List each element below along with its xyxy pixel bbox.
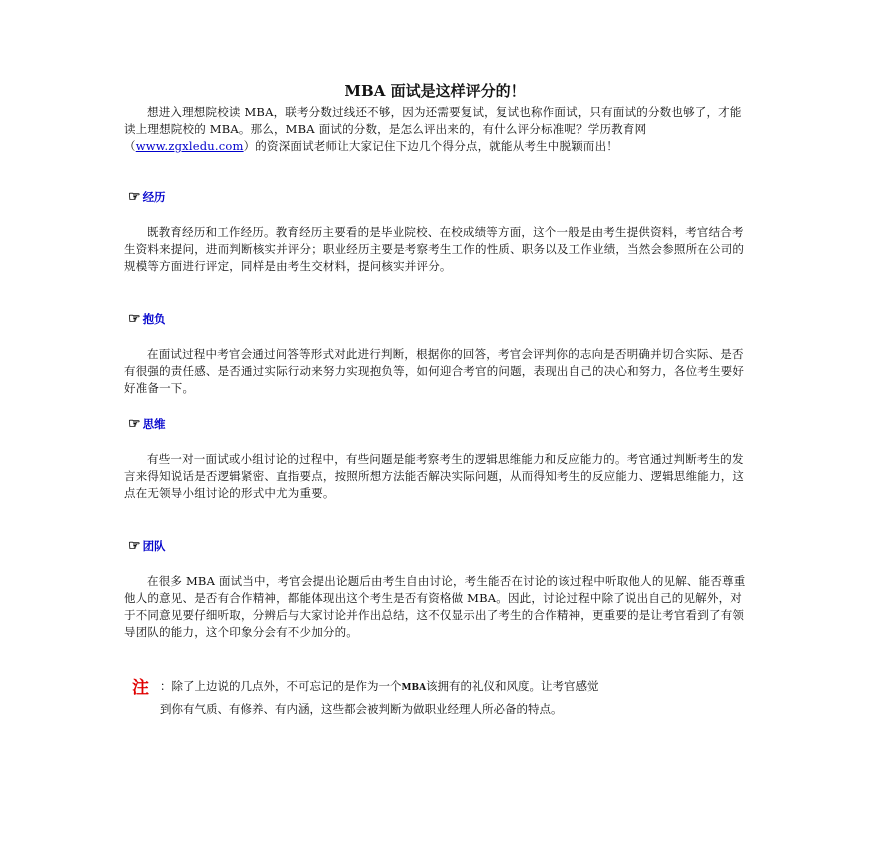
note-text-line2: 到你有气质、有修养、有内涵，这些都会被判断为做职业经理人所必备的特点。 xyxy=(160,702,563,716)
intro-paragraph xyxy=(124,104,746,155)
heading-label: 团队 xyxy=(142,539,166,553)
section-heading-experience xyxy=(128,189,166,205)
section-paragraph-ambition: 在面试过程中考官会通过问答等形式对此进行判断，根据你的回答，考官会评判你的志向是否明确并切合实际、是否有很强的责任感、是否通过实际行动来努力实现抱负等，如何迎合考官的问题，表现出自己的决心和努力，各位考生要好好准备一下。 xyxy=(124,347,745,395)
section-paragraph-experience: 既教育经历和工作经历。教育经历主要看的是毕业院校、在校成绩等方面，这个一般是由考生提供资料，考官结合考生资料来提问，进而判断核实并评分；职业经历主要是考察考生工作的性质、职务以及工作业绩，当然会参照所在公司的规模等方面进行评定，同样是由考生交材料，提问核实并评分。 xyxy=(124,225,745,273)
heading-label: 思维 xyxy=(142,417,166,431)
note-text-line1a: 除了上边说的几点外，不可忘记的是作为一个 xyxy=(171,679,402,693)
note-paragraph xyxy=(160,676,760,720)
intro-text-part1: 想进入理想院校读 MBA，联考分数过线还不够，因为还需要复试，复试也称作面试，只有面试的分数也够了，才能读上理想院校的 MBA。那么，MBA 面试的分数，是怎么评出来的，有什么评分标准呢？学历教育网（ xyxy=(124,105,742,153)
pointing-hand-icon: ☞ xyxy=(128,538,141,554)
section-heading-team xyxy=(128,538,166,554)
pointing-hand-icon: ☞ xyxy=(128,189,141,205)
pointing-hand-icon: ☞ xyxy=(128,311,141,327)
note-mba: MBA xyxy=(401,683,427,693)
heading-label: 经历 xyxy=(142,190,166,204)
section-heading-ambition xyxy=(128,311,166,327)
heading-label: 抱负 xyxy=(142,312,166,326)
note-colon: ： xyxy=(160,679,172,693)
pointing-hand-icon: ☞ xyxy=(128,416,141,432)
page-title: MBA 面试是这样评分的！ xyxy=(344,82,526,100)
section-heading-thinking xyxy=(128,416,166,432)
intro-text-part2: ）的资深面试老师让大家记住下边几个得分点，就能从考生中脱颖而出！ xyxy=(243,139,619,153)
note-text-line1c: 该拥有的礼仪和风度。让考官感觉 xyxy=(426,679,599,693)
section-paragraph-thinking: 有些一对一面试或小组讨论的过程中，有些问题是能考察考生的逻辑思维能力和反应能力的。考官通过判断考生的发言来得知说话是否逻辑紧密、直指要点，按照所想方法能否解决实际问题，从而得知考生的反应能力、逻辑思维能力，这点在无领导小组讨论的形式中尤为重要。 xyxy=(124,452,745,500)
website-link[interactable]: www.zgxledu.com xyxy=(135,139,244,153)
section-paragraph-team: 在很多 MBA 面试当中，考官会提出论题后由考生自由讨论，考生能否在讨论的该过程中听取他人的见解、能否尊重他人的意见、是否有合作精神，都能体现出这个考生是否有资格做 MBA。因此，讨论过程中除了说出自己的见解外，对于不同意见要仔细听取，分辨后与大家讨论并作出总结，这不仅显示出了考生的合作精神，更重要的是让考官看到了有领导团队的能力，这个印象分会有不少加分的。 xyxy=(124,574,746,639)
note-mark: 注 xyxy=(132,678,149,698)
